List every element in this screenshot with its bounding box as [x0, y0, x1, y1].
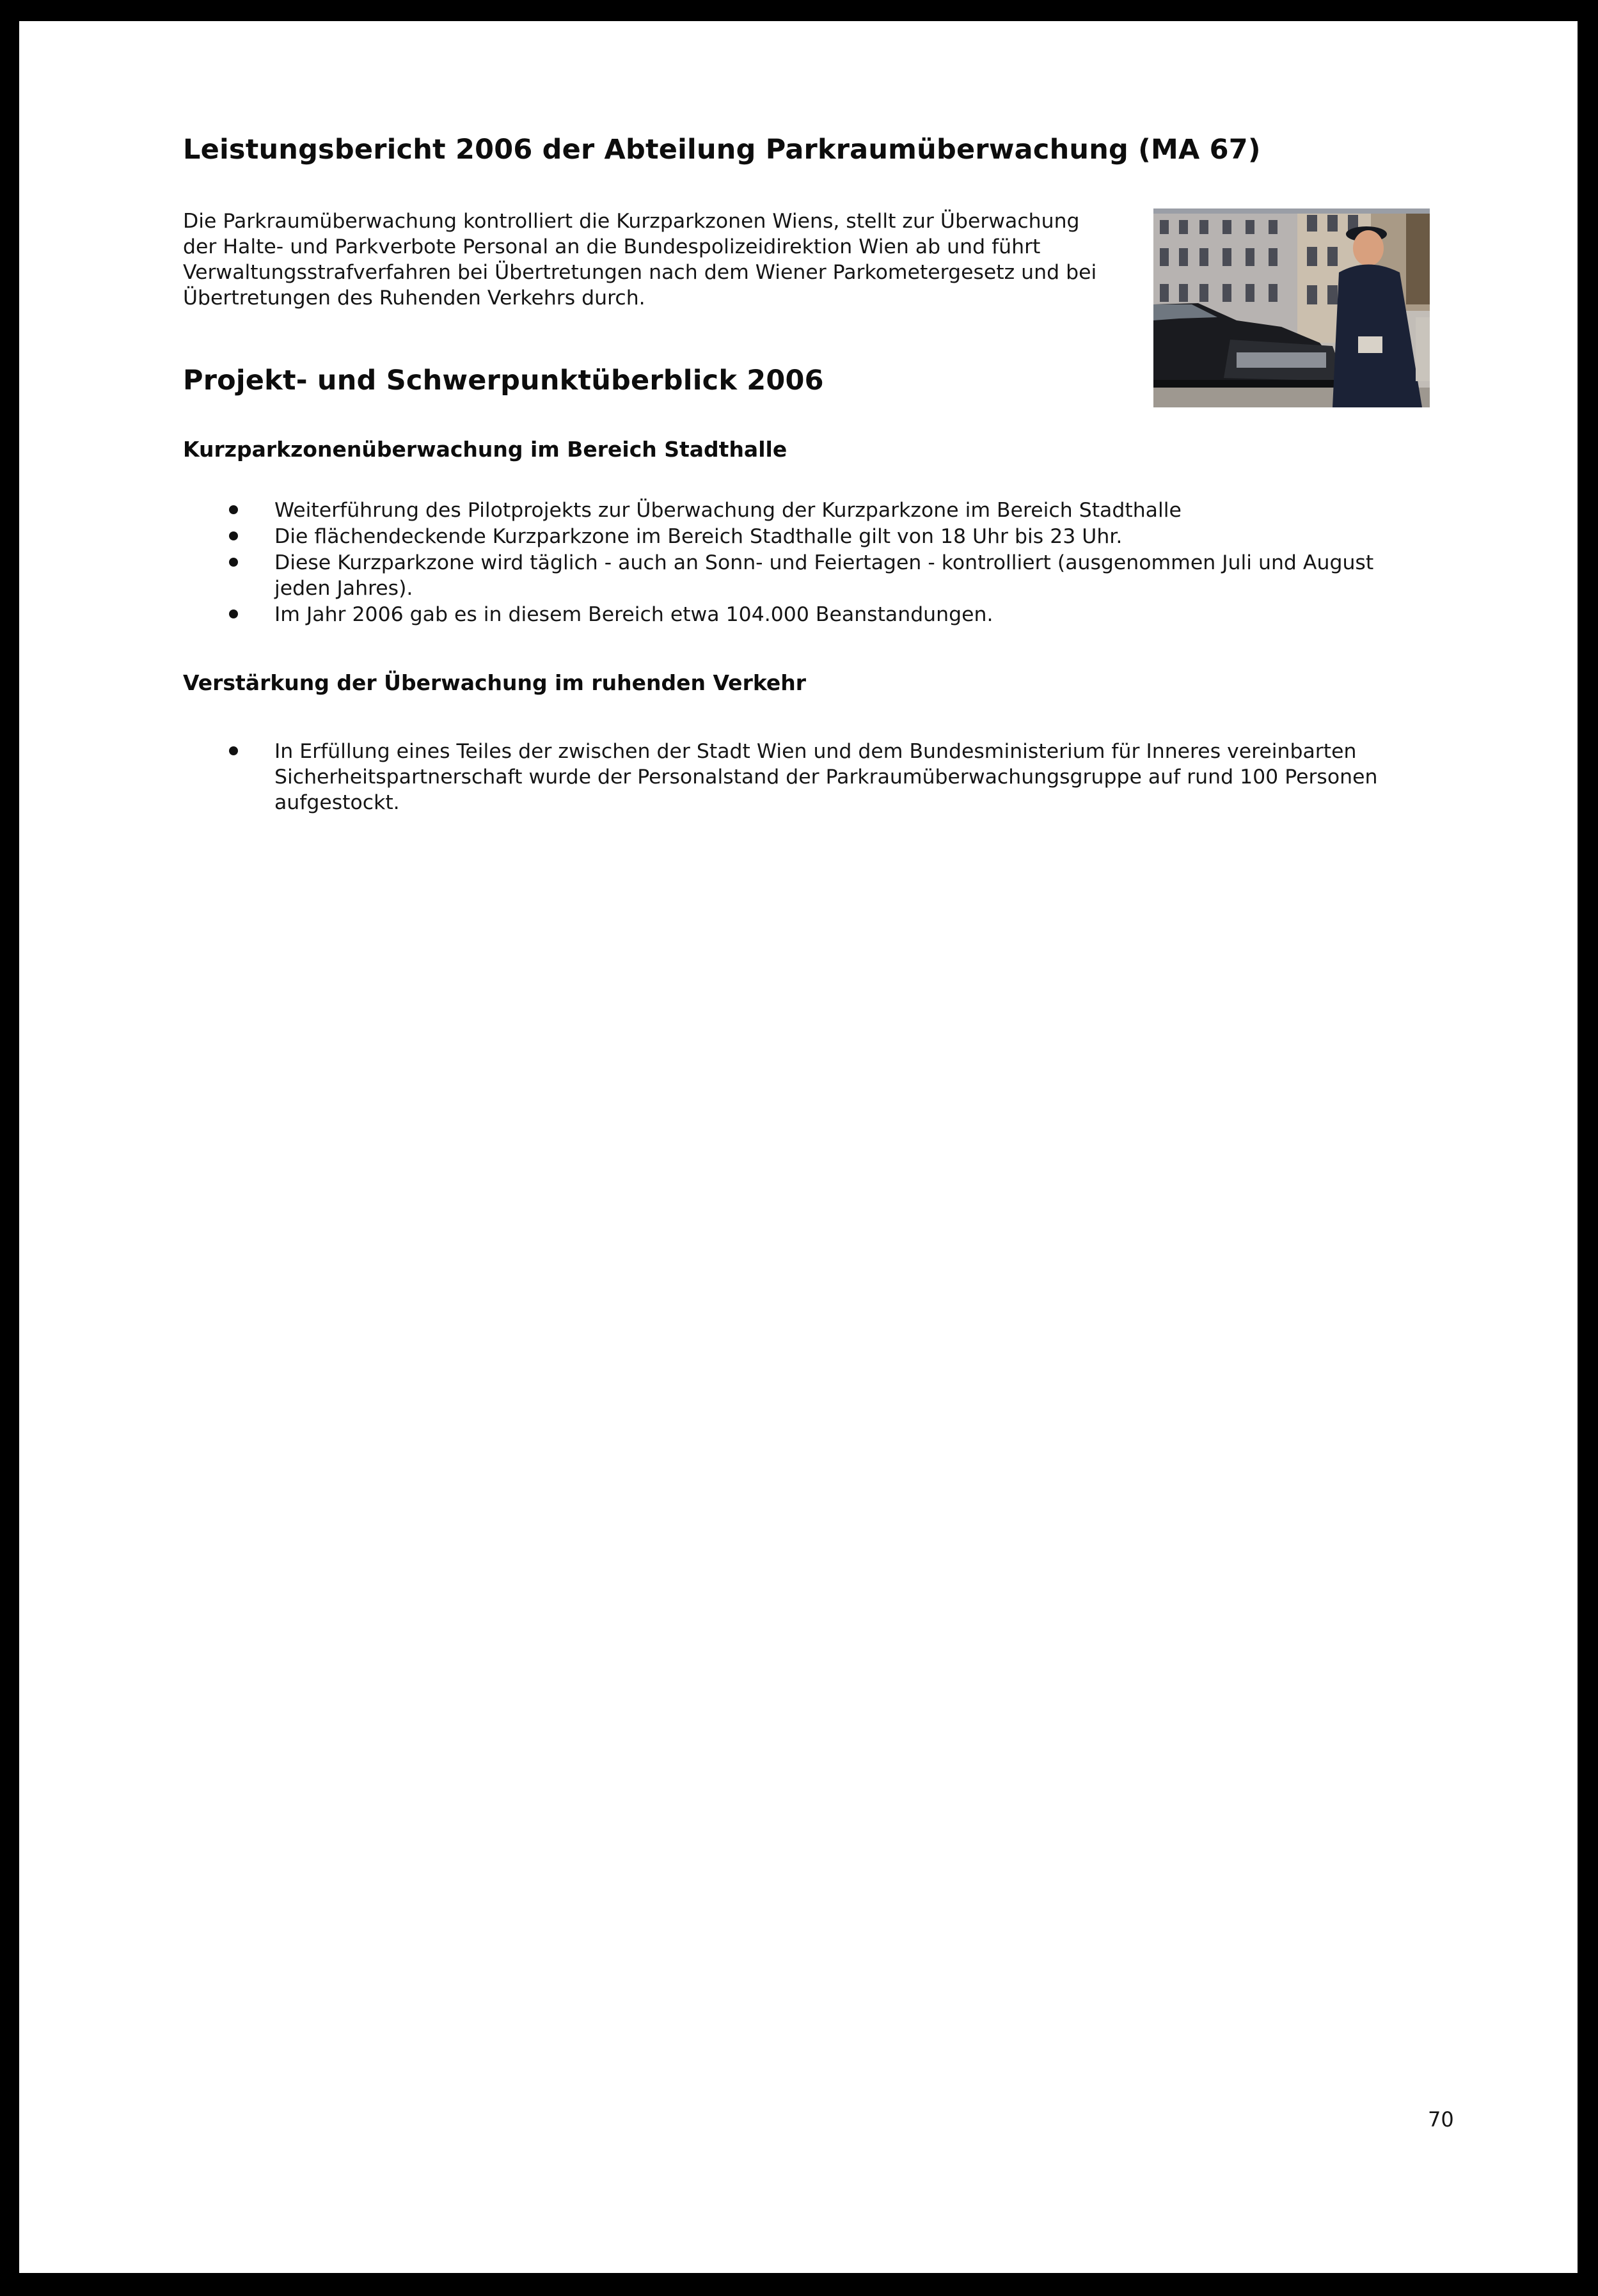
bullet-dot — [229, 746, 238, 755]
intro-line: Verwaltungsstrafverfahren bei Übertretungen nach dem Wiener Parkometergesetz und bei — [183, 261, 1097, 284]
intro-line: Übertretungen des Ruhenden Verkehrs durch. — [183, 287, 645, 310]
parking-officer-photo — [1153, 208, 1430, 407]
list-item — [274, 550, 1426, 601]
subsection-heading: Kurzparkzonenüberwachung im Bereich Stadthalle — [183, 437, 787, 462]
list-item-line: Weiterführung des Pilotprojekts zur Überwachung der Kurzparkzone im Bereich Stadthalle — [274, 499, 1182, 522]
bullet-dot — [229, 609, 238, 618]
document-page — [19, 21, 1578, 2273]
section-title: Projekt- und Schwerpunktüberblick 2006 — [183, 365, 824, 397]
list-item-line: aufgestockt. — [274, 791, 400, 814]
intro-line: Die Parkraumüberwachung kontrolliert die Kurzparkzonen Wiens, stellt zur Überwachung — [183, 210, 1080, 233]
list-item-line: jeden Jahres). — [274, 577, 413, 600]
intro-paragraph — [183, 208, 1130, 311]
bullet-dot — [229, 505, 238, 514]
list-item — [274, 498, 1426, 523]
page-number: 70 — [1428, 2107, 1454, 2132]
list-item-line: Sicherheitspartnerschaft wurde der Personalstand der Parkraumüberwachungsgruppe auf rund 100 Personen — [274, 766, 1378, 789]
list-item-line: Im Jahr 2006 gab es in diesem Bereich etwa 104.000 Beanstandungen. — [274, 603, 993, 626]
document-title: Leistungsbericht 2006 der Abteilung Parkraumüberwachung (MA 67) — [183, 134, 1261, 166]
bullet-dot — [229, 558, 238, 567]
list-item-line: Diese Kurzparkzone wird täglich - auch an Sonn- und Feiertagen - kontrolliert (ausgenommen Juli und August — [274, 551, 1374, 574]
intro-line: der Halte- und Parkverbote Personal an die Bundespolizeidirektion Wien ab und führt — [183, 235, 1041, 258]
list-item — [274, 602, 1426, 627]
list-item-line: In Erfüllung eines Teiles der zwischen der Stadt Wien und dem Bundesministerium für Inneres vereinbarten — [274, 740, 1357, 763]
bullet-dot — [229, 531, 238, 540]
subsection-heading: Verstärkung der Überwachung im ruhenden Verkehr — [183, 670, 807, 695]
list-item-line: Die flächendeckende Kurzparkzone im Bereich Stadthalle gilt von 18 Uhr bis 23 Uhr. — [274, 525, 1123, 548]
list-item — [274, 524, 1426, 549]
list-item — [274, 739, 1426, 815]
